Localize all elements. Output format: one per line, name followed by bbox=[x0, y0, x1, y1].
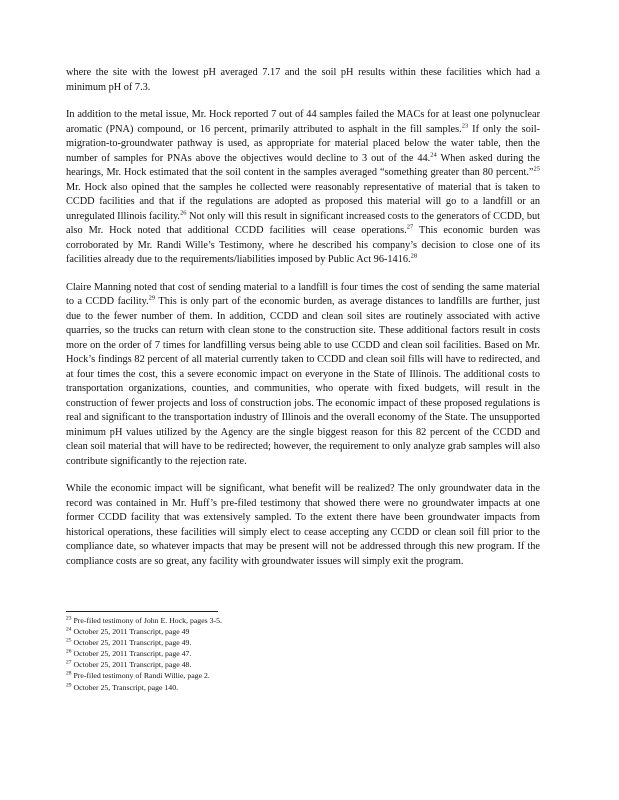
footnote-ref: 28 bbox=[410, 252, 418, 260]
footnote bbox=[66, 670, 540, 681]
text-run: This economic burden was corroborated by Mr. Randi Wille’s Testimony, where he described his company’s decision to close one of its facilities already due to the requirements/liabilities imposed by Public Act 96-1416. bbox=[66, 225, 540, 265]
paragraph bbox=[66, 66, 540, 95]
document-body bbox=[66, 66, 540, 582]
footnotes-section bbox=[66, 611, 540, 693]
text-run: If only the soil-migration-to-groundwater pathway is used, as appropriate for material placed below the water table, then the number of samples for PNAs above the objectives would decline to 3 out of the 44. bbox=[66, 123, 540, 164]
footnote-text: October 25, 2011 Transcript, page 49. bbox=[71, 638, 192, 648]
footnote bbox=[66, 615, 540, 626]
footnote bbox=[66, 637, 540, 648]
footnote-number: 24 bbox=[66, 626, 72, 633]
footnote-text: October 25, 2011 Transcript, page 47. bbox=[71, 649, 192, 659]
footnote-text: October 25, 2011 Transcript, page 49 bbox=[71, 627, 190, 637]
footnote-number: 27 bbox=[66, 659, 72, 666]
footnote-ref: 24 bbox=[430, 151, 437, 159]
footnote-ref: 26 bbox=[180, 209, 187, 217]
paragraph bbox=[66, 108, 540, 268]
text-run: Mr. Hock also opined that the samples he collected were reasonably representative of material that is taken to CCDD facilities and that if the regulations are adopted as proposed this material will go to a landfill or an unregulated Illinois facility. bbox=[66, 181, 540, 222]
text-run: In addition to the metal issue, Mr. Hock reported 7 out of 44 samples failed the MACs for at least one polynuclear aromatic (PNA) compound, or 16 percent, primarily attributed to asphalt in the fill samples. bbox=[66, 109, 540, 135]
footnote bbox=[66, 659, 540, 670]
footnote-number: 28 bbox=[66, 670, 72, 677]
footnote-ref: 23 bbox=[461, 122, 469, 130]
footnote-ref: 27 bbox=[406, 223, 414, 231]
text-run: Not only will this result in significant increased costs to the generators of CCDD, but also Mr. Hock noted that additional CCDD facilities will cease operations. bbox=[66, 210, 540, 236]
footnote bbox=[66, 682, 540, 693]
text-run: While the economic impact will be significant, what benefit will be realized? The only groundwater data in the record was contained in Mr. Huff’s pre-filed testimony that showed there were no groundwater impacts at one former CCDD facility that was extensively sampled. To the extent there have been groundwater impacts from historical operations, these facilities will simply elect to cease accepting any CCDD or clean soil fill prior to the compliance date, so whatever impacts that may be present will not be addressed through this new program. If the compliance costs are so great, any facility with groundwater issues will simply exit the program. bbox=[66, 483, 540, 567]
footnote-ref: 25 bbox=[533, 165, 540, 173]
footnote-number: 25 bbox=[66, 637, 72, 644]
paragraph bbox=[66, 281, 540, 470]
footnote-divider bbox=[66, 611, 218, 612]
footnote-text: Pre-filed testimony of John E. Hock, pages 3-5. bbox=[71, 616, 222, 625]
footnote-text: October 25, Transcript, page 140. bbox=[71, 682, 179, 692]
footnote bbox=[66, 648, 540, 659]
footnote-ref: 29 bbox=[148, 294, 156, 302]
paragraph bbox=[66, 482, 540, 569]
footnote-number: 26 bbox=[66, 648, 72, 655]
text-run: Claire Manning noted that cost of sending material to a landfill is four times the cost of sending the same material to a CCDD facility. bbox=[66, 281, 540, 307]
footnote-text: October 25, 2011 Transcript, page 48. bbox=[71, 660, 192, 670]
footnote-number: 23 bbox=[66, 615, 72, 622]
text-run: where the site with the lowest pH averaged 7.17 and the soil pH results within these facilities which had a minimum pH of 7.3. bbox=[66, 67, 540, 93]
footnote bbox=[66, 626, 540, 637]
footnote-number: 29 bbox=[66, 681, 72, 688]
footnote-text: Pre-filed testimony of Randi Willie, page 2. bbox=[71, 671, 210, 681]
text-run: This is only part of the economic burden, as average distances to landfills are further, just due to the fewer number of them. In addition, CCDD and clean soil sites are routinely associated with active quarries, so the trucks can return with clean stone to the construction site. These additional factors result in costs more on the order of 7 times for landfilling versus being able to use CCDD and clean soil facilities. Based on Mr. Hock’s findings 82 percent of all material currently taken to CCDD and clean soil fills will have to redirected, and at four times the cost, this a severe economic impact on everyone in the State of Illinois. The additional costs to transportation organizations, counties, and communities, who operate with fixed budgets, will result in the construction of fewer projects and loss of construction jobs. The economic impact of these proposed regulations is real and significant to the transportation industry of Illinois and the overall economy of the State. The unsupported minimum pH values utilized by the Agency are the single biggest reason for this 82 percent of the CCDD and clean soil material that will have to be redirected; however, the requirement to only analyze grab samples will also contribute significantly to the rejection rate. bbox=[66, 296, 540, 467]
text-run: When asked during the hearings, Mr. Hock estimated that the soil content in the samples averaged “something greater than 80 percent.” bbox=[66, 152, 540, 178]
